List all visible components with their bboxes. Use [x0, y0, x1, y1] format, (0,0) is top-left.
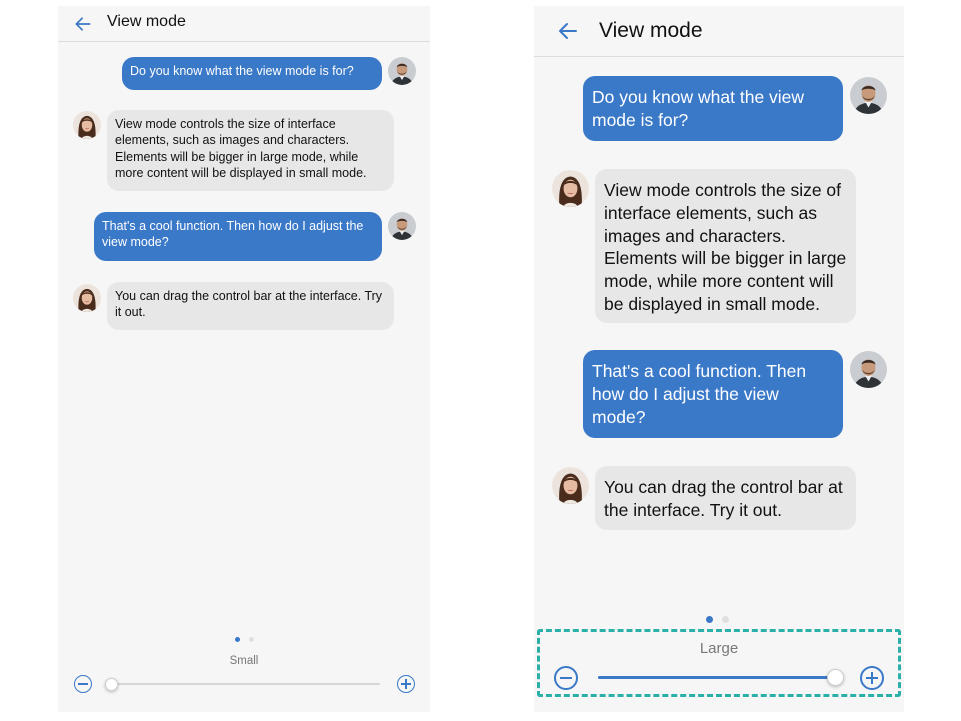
page-dot-active[interactable]	[706, 616, 713, 623]
page-indicator	[706, 616, 729, 623]
message-sent: That's a cool function. Then how do I adjust the view mode?	[94, 212, 382, 261]
view-mode-label: Small	[229, 655, 259, 667]
avatar-woman-icon	[552, 170, 589, 207]
message-received: View mode controls the size of interface elements, such as images and characters. Elements will be bigger in large mode, while more content will be displayed in small mode.	[107, 110, 394, 191]
back-arrow-icon[interactable]	[554, 19, 582, 43]
message-sent: That's a cool function. Then how do I adjust the view mode?	[583, 350, 843, 438]
page-dot[interactable]	[722, 616, 729, 623]
header	[534, 6, 904, 57]
plus-circle-icon[interactable]	[397, 675, 415, 693]
page-title: View mode	[599, 19, 703, 42]
minus-circle-icon[interactable]	[74, 675, 92, 693]
avatar-woman-icon	[73, 111, 101, 139]
view-mode-label: Large	[699, 640, 739, 657]
header	[58, 6, 430, 42]
slider-highlight-box	[537, 629, 901, 697]
avatar-woman-icon	[73, 284, 101, 312]
page-title: View mode	[107, 13, 186, 30]
view-mode-slider[interactable]	[111, 683, 380, 685]
message-received: View mode controls the size of interface elements, such as images and characters. Elements will be bigger in large mode, while more content will be displayed in small mode.	[595, 169, 856, 323]
back-arrow-icon[interactable]	[72, 14, 94, 34]
page-indicator	[235, 637, 254, 642]
large-mode-screen	[534, 6, 904, 712]
message-received: You can drag the control bar at the interface. Try it out.	[595, 466, 856, 530]
avatar-man-icon	[850, 351, 887, 388]
page-dot-active[interactable]	[235, 637, 240, 642]
message-sent: Do you know what the view mode is for?	[583, 76, 843, 141]
avatar-man-icon	[850, 77, 887, 114]
small-mode-screen	[58, 6, 430, 712]
page-dot[interactable]	[249, 637, 254, 642]
message-sent: Do you know what the view mode is for?	[122, 57, 382, 90]
avatar-man-icon	[388, 212, 416, 240]
avatar-woman-icon	[552, 467, 589, 504]
slider-thumb[interactable]	[105, 678, 118, 691]
avatar-man-icon	[388, 57, 416, 85]
message-received: You can drag the control bar at the interface. Try it out.	[107, 282, 394, 330]
